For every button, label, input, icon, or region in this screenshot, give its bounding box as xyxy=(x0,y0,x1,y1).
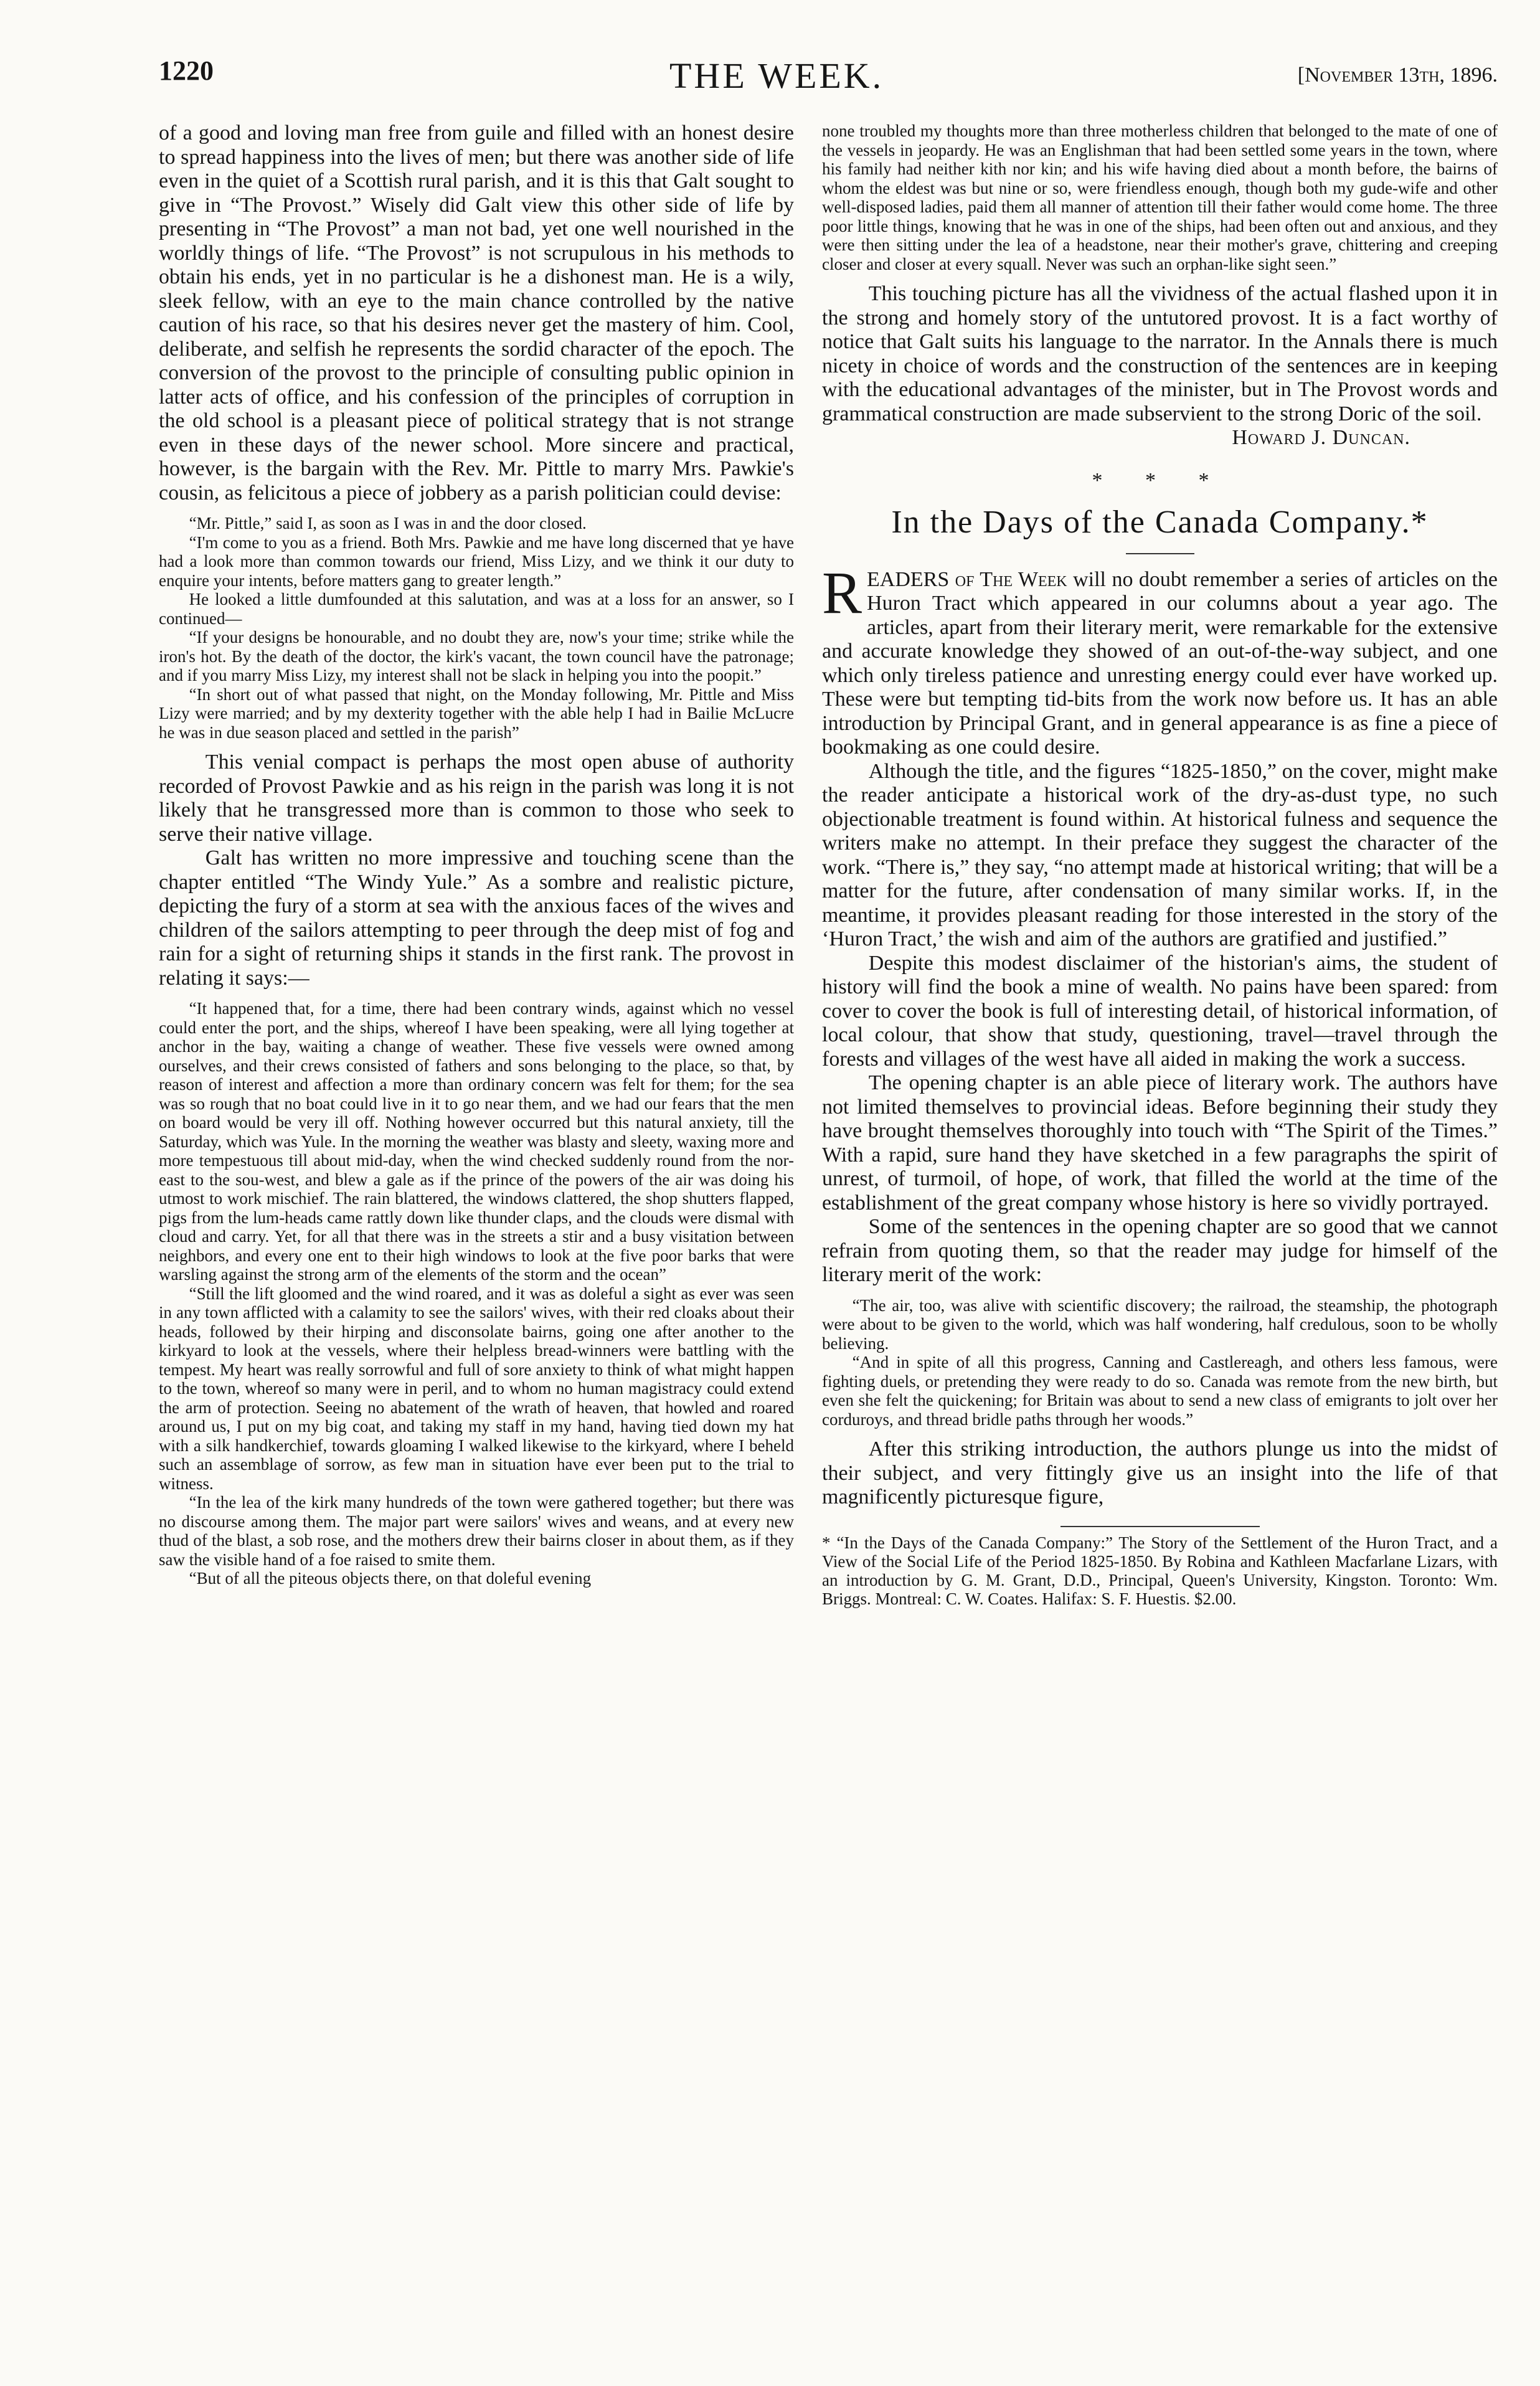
article-paragraph xyxy=(822,559,1498,760)
quote-paragraph: “I'm come to you as a friend. Both Mrs. Pawkie and me have long discerned that ye have had a look more than common towards our friend, Miss Lizy, and we think it our duty to enquire your intents, before matters gang to greater length.” xyxy=(159,533,794,590)
page-number: 1220 xyxy=(159,55,214,86)
footnote-rule xyxy=(1061,1526,1260,1527)
left-column xyxy=(159,121,794,1597)
article-paragraph: of a good and loving man free from guile and filled with an honest desire to spread happiness into the lives of men; but there was another side of life even in the quiet of a Scottish rural parish, and it is this that Galt sought to give in “The Provost.” Wisely did Galt view this other side of life by presenting in “The Provost” a man not bad, yet one well nourished in the worldly things of life. “The Provost” is not scrupulous in his methods to obtain his ends, yet in no particular is he a dishonest man. He is a wily, sleek fellow, with an eye to the main chance controlled by the native caution of his race, so that his desires never get the mastery of him. Cool, deliberate, and selfish he represents the sordid character of the epoch. The conversion of the provost to the principle of consulting public opinion in latter acts of office, and his confession of the principles of corruption in the old school is a pleasant piece of political strategy that is not strange even in these days of the newer school. More sincere and practical, however, is the bargain with the Rev. Mr. Pittle to marry Mrs. Pawkie's cousin, as felicitous a piece of jobbery as a parish politician could devise: xyxy=(159,121,794,504)
quote-paragraph: none troubled my thoughts more than three motherless children that belonged to the mate of one of the vessels in jeopardy. He was an Englishman that had been settled some years in the town, where his family had neither kith nor kin; and his wife having died about a month before, the bairns of whom the eldest was but nine or so, were friendless enough, though both my gude-wife and other well-disposed ladies, paid them all manner of attention till their father would come home. The three poor little things, knowing that he was in one of the ships, had been often out and anxious, and they were then sitting under the lea of a headstone, near their mother's grave, chittering and creeping closer and closer at every squall. Never was such an orphan-like sight seen.” xyxy=(822,121,1498,273)
page-header xyxy=(159,55,1498,98)
article-paragraph: After this striking introduction, the authors plunge us into the midst of their subject, and very fittingly give us an insight into the life of that magnificently picturesque figure, xyxy=(822,1437,1498,1508)
article-paragraph: Despite this modest disclaimer of the historian's aims, the student of history will find the book a mine of wealth. No pains have been spared: from cover to cover the book is full of interesting detail, of historical information, of local colour, that show that study, questioning, travel—travel through the forests and villages of the west have all aided in making the work a success. xyxy=(822,951,1498,1071)
quote-paragraph: “But of all the piteous objects there, on that doleful evening xyxy=(189,1569,592,1588)
title-rule xyxy=(1126,553,1194,554)
quote-paragraph: He looked a little dumfounded at this salutation, and was at a loss for an answer, so I continued— xyxy=(159,590,794,628)
section-divider: * * * xyxy=(1092,468,1228,492)
paragraph-text: will no doubt remember a series of articles on the Huron Tract which appeared in our columns about a year ago. The articles, apart from their literary merit, were remarkable for the extensive and accurate knowledge they showed of an out-of-the-way subject, and one which only tireless patience and unresting energy could ever have worked up. These were but tempting tid-bits from the work now before us. It has an able introduction by Principal Grant, and in general appearance is as fine a piece of bookmaking as one could desire. xyxy=(822,567,1498,759)
block-quote xyxy=(822,121,1498,273)
lead-in: EADERS of xyxy=(867,567,980,591)
issue-date: [November 13th, 1896. xyxy=(1297,64,1498,87)
block-quote xyxy=(822,1296,1498,1429)
author-signature: Howard J. Duncan. xyxy=(1232,426,1410,449)
article-paragraph: Some of the sentences in the opening chapter are so good that we cannot refrain from quoting them, so that the reader may judge for himself of the literary merit of the work: xyxy=(822,1215,1498,1286)
quote-paragraph: “And in spite of all this progress, Canning and Castlereagh, and others less famous, were fighting duels, or pretending they were ready to do so. Canada was remote from the new birth, but even she felt the quickening; for Britain was about to send a new class of emigrants to jolt over her corduroys, and thread bridle paths through her woods.” xyxy=(822,1353,1498,1429)
publication-name: The Week xyxy=(980,567,1067,591)
quote-paragraph: “In the lea of the kirk many hundreds of the town were gathered together; but there was no discourse among them. The major part were sailors' wives and weans, and at every new thud of the blast, a sob rose, and the mothers drew their bairns closer in about them, as if they saw the visible hand of a foe raised to smite them. xyxy=(159,1493,794,1569)
block-quote xyxy=(159,514,794,742)
quote-paragraph: “In short out of what passed that night, on the Monday following, Mr. Pittle and Miss Lizy were married; and by my dexterity together with the able help I had in Bailie McLucre he was in due season placed and settled in the parish” xyxy=(159,684,794,742)
article-paragraph: This venial compact is perhaps the most open abuse of authority recorded of Provost Pawkie and as his reign in the parish was long it is not likely that he transgressed more than is common to those who seek to serve their native village. xyxy=(159,750,794,846)
block-quote xyxy=(159,999,794,1588)
quote-paragraph: “If your designs be honourable, and no doubt they are, now's your time; strike while the iron's hot. By the death of the doctor, the kirk's vacant, the town council have the patronage; and if you marry Miss Lizy, my interest shall not be slack in helping you into the poopit.” xyxy=(159,628,794,684)
quote-paragraph: “Still the lift gloomed and the wind roared, and it was as doleful a sight as ever was seen in any town afflicted with a calamity to see the sailors' wives, with their red cloaks about their heads, followed by their hirping and disconsolate bairns, going one after another to the kirkyard to look at the vessels, where their helpless bread-winners were battling with the tempest. My heart was really sorrowful and full of sore anxiety to think of what might happen to the town, whereof so many were in peril, and to whom no human magistracy could extend the arm of protection. Seeing no abatement of the wrath of heaven, that howled and roared around us, I put on my big coat, and taking my staff in my hand, having tied down my hat with a silk handkerchief, towards gloaming I walked likewise to the kirkyard, where I beheld such an assemblage of sorrow, as few man in situation have ever been put to the trial to witness. xyxy=(159,1284,794,1493)
article-paragraph: This touching picture has all the vividness of the actual flashed upon it in the strong and homely story of the untutored provost. It is a fact worthy of notice that Galt suits his language to the narrator. In the Annals there is much nicety in choice of words and the construction of the sentences are in keeping with the educational advantages of the minister, but in The Provost words and grammatical construction are made subservient to the strong Doric of the soil. xyxy=(822,282,1498,425)
article-paragraph: Although the title, and the figures “1825-1850,” on the cover, might make the reader anticipate a historical work of the dry-as-dust type, no such objectionable treatment is found within. At historical fulness and sequence the writers make no attempt. In their preface they suggest the character of the work. “There is,” they say, “no attempt made at historical writing; that will be a matter for the future, after condensation of many similar works. If, in the meantime, it provides pleasant reading for those interested in the story of the ‘Huron Tract,’ the wish and aim of the authors are gratified and justified.” xyxy=(822,759,1498,950)
quote-paragraph: “The air, too, was alive with scientific discovery; the railroad, the steamship, the photograph were about to be given to the world, which was half wondering, half credulous, soon to be wholly believing. xyxy=(822,1295,1498,1353)
article-paragraph: Galt has written no more impressive and touching scene than the chapter entitled “The Windy Yule.” As a sombre and realistic picture, depicting the fury of a storm at sea with the anxious faces of the wives and children of the sailors attempting to peer through the deep mist of fog and rain for a sight of returning ships it stands in the first rank. The provost in relating it says:— xyxy=(159,846,794,990)
section-title: In the Days of the Canada Company.* xyxy=(891,504,1429,540)
article-paragraph: The opening chapter is an able piece of literary work. The authors have not limited themselves to provincial ideas. Before beginning their study they have brought themselves thoroughly into touch with “The Spirit of the Times.” With a rapid, sure hand they have sketched in a few paragraphs the spirit of unrest, of turmoil, of hope, of work, that filled the world at the time of the establishment of the great company whose history is here so vividly portrayed. xyxy=(822,1071,1498,1214)
footnote: * “In the Days of the Canada Company:” The Story of the Settlement of the Huron Tract, and a View of the Social Life of the Period 1825-1850. By Robina and Kathleen Macfarlane Lizars, with an introduction by G. M. Grant, D.D., Principal, Queen's University, Kingston. Toronto: Wm. Briggs. Montreal: C. W. Coates. Halifax: S. F. Huestis. $2.00. xyxy=(822,1533,1498,1608)
right-column xyxy=(822,121,1498,1608)
drop-cap: R xyxy=(822,559,862,626)
quote-paragraph: “It happened that, for a time, there had been contrary winds, against which no vessel could enter the port, and the ships, whereof I have been speaking, were all lying together at anchor in the bay, waiting a change of weather. These five vessels were owned among ourselves, and their crews consisted of fathers and sons belonging to the place, so that, by reason of interest and affection a more than ordinary concern was felt for them; for the sea was so rough that no boat could live in it to go near them, and we had our fears that the men on board would be very ill off. Nothing however occurred but this natural anxiety, till the Saturday, which was Yule. In the morning the weather was blasty and sleety, waxing more and more tempestuous till about mid-day, when the wind checked suddenly round from the nor-east to the sou-west, and blew a gale as if the prince of the powers of the air was doing his utmost to work mischief. The rain blattered, the windows clattered, the shop shutters flapped, pigs from the lum-heads came rattly down like thunder claps, and the clouds were dismal with cloud and carry. Yet, for all that there was in the streets a stir and a busy visitation between neighbors, and every one ent to their high windows to look at the five poor barks that were warsling against the strong arm of the elements of the storm and the ocean” xyxy=(159,999,794,1284)
quote-paragraph: “Mr. Pittle,” said I, as soon as I was in and the door closed. xyxy=(189,514,587,533)
masthead: THE WEEK. xyxy=(669,55,884,96)
